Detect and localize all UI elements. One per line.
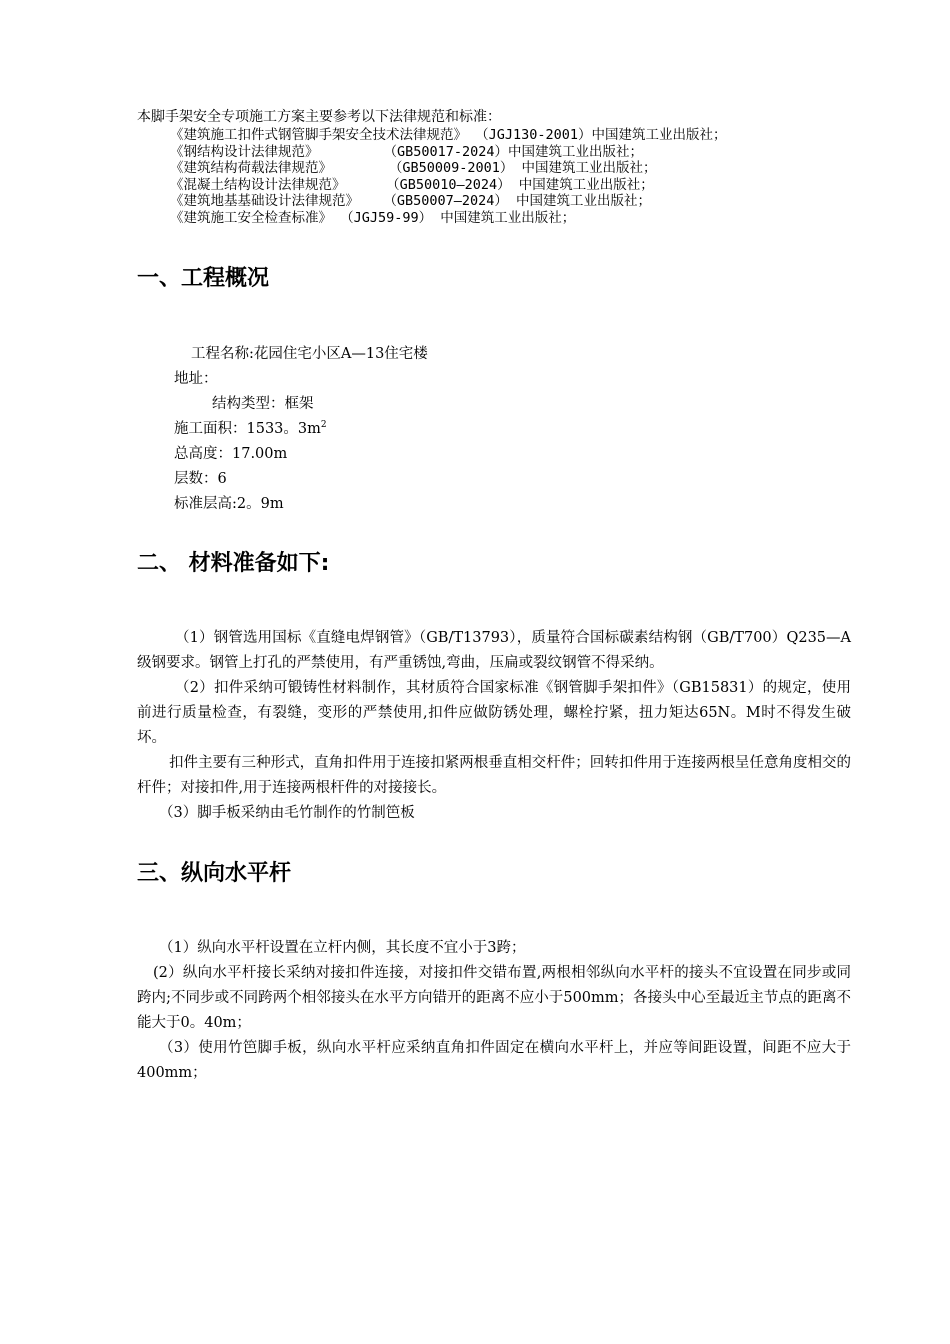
section-heading-project-overview: 一、工程概况	[137, 266, 270, 291]
project-name: 工程名称:花园住宅小区A—13住宅楼	[191, 346, 428, 362]
longitudinal-bar-paragraph-2: (2）纵向水平杆接长采纳对接扣件连接，对接扣件交错布置,两根相邻纵向水平杆的接头不宜设置在同步或同跨内;不同步或不同跨两个相邻接头在水平方向错开的距离不应小于500mm；各接头中心至最近主节点的距离不能大于0。40m；	[137, 965, 851, 1031]
references-intro: 本脚手架安全专项施工方案主要参考以下法律规范和标准：	[137, 109, 501, 125]
longitudinal-bar-paragraph-1: （1）纵向水平杆设置在立杆内侧，其长度不宜小于3跨；	[159, 940, 526, 956]
materials-paragraph-steel-pipe: （1）钢管选用国标《直缝电焊钢管》（GB/T13793），质量符合国标碳素结构钢（GB/T700）Q235—A级钢要求。钢管上打孔的严禁使用，有严重锈蚀,弯曲，压扁或裂纹钢管不得采纳。	[137, 630, 851, 671]
materials-paragraph-fasteners: （2）扣件采纳可锻铸性材料制作，其材质符合国家标准《钢管脚手架扣件》（GB15831）的规定，使用前进行质量检查，有裂缝，变形的严禁使用,扣件应做防锈处理，螺栓拧紧，扭力矩达65N。M时不得发生破坏。	[137, 680, 851, 746]
structure-type: 结构类型：框架	[212, 396, 314, 412]
reference-item: 《建筑施工扣件式钢管脚手架安全技术法律规范》 （JGJ130-2001）中国建筑工业出版社；	[170, 127, 727, 143]
references-list	[170, 127, 727, 226]
materials-paragraph-fastener-types: 扣件主要有三种形式，直角扣件用于连接扣紧两根垂直相交杆件；回转扣件用于连接两根呈任意角度相交的杆件；对接扣件,用于连接两根杆件的对接接长。	[137, 755, 851, 796]
materials-paragraph-scaffold-board: （3）脚手板采纳由毛竹制作的竹制笆板	[159, 805, 415, 821]
project-address: 地址：	[174, 371, 218, 387]
standard-floor-height: 标准层高:2。9m	[174, 496, 284, 512]
construction-area-value: 施工面积：1533。3m	[174, 421, 321, 437]
reference-item: 《建筑施工安全检查标准》 （JGJ59-99） 中国建筑工业出版社；	[170, 209, 576, 226]
reference-item: 《建筑地基基础设计法律规范》 （GB50007—2024） 中国建筑工业出版社；	[170, 193, 652, 209]
reference-item: 《建筑结构荷载法律规范》 （GB50009-2001） 中国建筑工业出版社；	[170, 160, 657, 176]
section-heading-materials: 二、 材料准备如下:	[137, 551, 330, 576]
reference-item: 《混凝土结构设计法律规范》 （GB50010—2024） 中国建筑工业出版社；	[170, 176, 654, 193]
construction-area	[174, 417, 327, 438]
longitudinal-bar-paragraph-3: （3）使用竹笆脚手板，纵向水平杆应采纳直角扣件固定在横向水平杆上，并应等间距设置，间距不应大于400mm；	[137, 1040, 851, 1081]
section-heading-longitudinal-bar: 三、纵向水平杆	[137, 861, 292, 886]
area-unit-superscript: 2	[320, 420, 327, 431]
floor-count: 层数：6	[174, 471, 227, 487]
reference-item: 《钢结构设计法律规范》 （GB50017-2024）中国建筑工业出版社；	[170, 143, 644, 160]
total-height: 总高度：17.00m	[174, 446, 288, 462]
